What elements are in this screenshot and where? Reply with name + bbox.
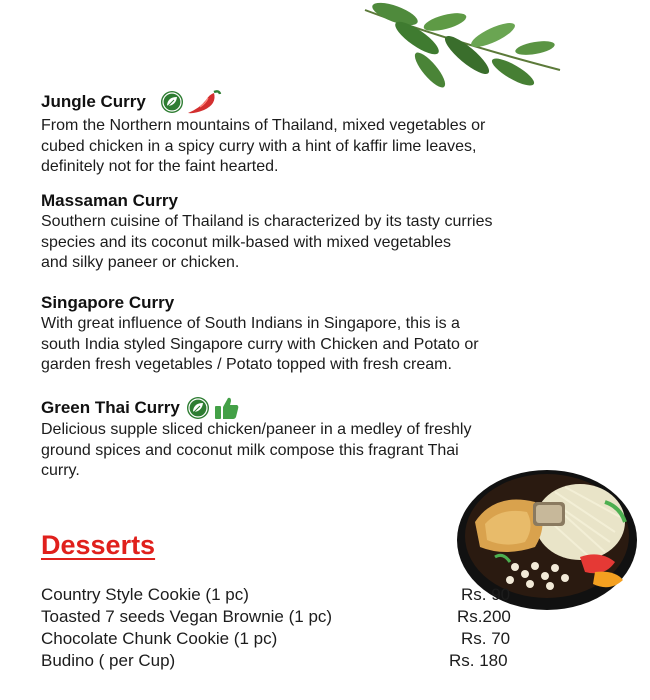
dessert-name: Chocolate Chunk Cookie (1 pc) xyxy=(41,629,278,648)
dessert-price: Rs.200 xyxy=(457,607,511,626)
veg-leaf-icon xyxy=(160,90,184,114)
list-item xyxy=(41,650,521,672)
menu-item-singapore-curry xyxy=(41,292,616,376)
list-item xyxy=(41,606,521,628)
dessert-name: Toasted 7 seeds Vegan Brownie (1 pc) xyxy=(41,607,333,626)
leaf-sprig-illustration xyxy=(355,0,570,95)
dessert-price: Rs. 70 xyxy=(461,629,511,648)
dessert-price: Rs. 180 xyxy=(449,651,508,670)
dessert-name: Country Style Cookie (1 pc) xyxy=(41,585,249,604)
menu-item-description: Southern cuisine of Thailand is characterized by its tasty curries species and its coconut milk-based with mixed vegetables and silky paneer or chicken. xyxy=(41,213,493,271)
list-item xyxy=(41,584,521,606)
dessert-name: Budino ( per Cup) xyxy=(41,651,176,670)
menu-item-description: From the Northern mountains of Thailand, mixed vegetables or cubed chicken in a spicy curry with a hint of kaffir lime leaves, definitely not for the faint hearted. xyxy=(41,117,486,175)
list-item xyxy=(41,628,521,650)
dessert-price: Rs. 90 xyxy=(461,585,511,604)
chili-pepper-icon xyxy=(186,88,222,116)
menu-item-description: With great influence of South Indians in Singapore, this is a south India styled Singapore curry with Chicken and Potato or garden fresh vegetables / Potato topped with fresh cream. xyxy=(41,315,479,373)
thumbs-up-icon xyxy=(214,396,240,420)
menu-item-title: Jungle Curry xyxy=(41,88,616,116)
menu-item-description: Delicious supple sliced chicken/paneer in a medley of freshly ground spices and coconut milk compose this fragrant Thai curry. xyxy=(41,421,472,479)
veg-leaf-icon xyxy=(186,396,210,420)
menu-item-title: Green Thai Curry xyxy=(41,396,616,420)
desserts-heading: Desserts xyxy=(41,530,156,560)
menu-item-massaman-curry xyxy=(41,190,616,274)
menu-item-title: Singapore Curry xyxy=(41,293,175,312)
menu-item-title: Massaman Curry xyxy=(41,191,179,210)
dessert-list xyxy=(41,584,521,672)
menu-item-jungle-curry xyxy=(41,88,616,178)
